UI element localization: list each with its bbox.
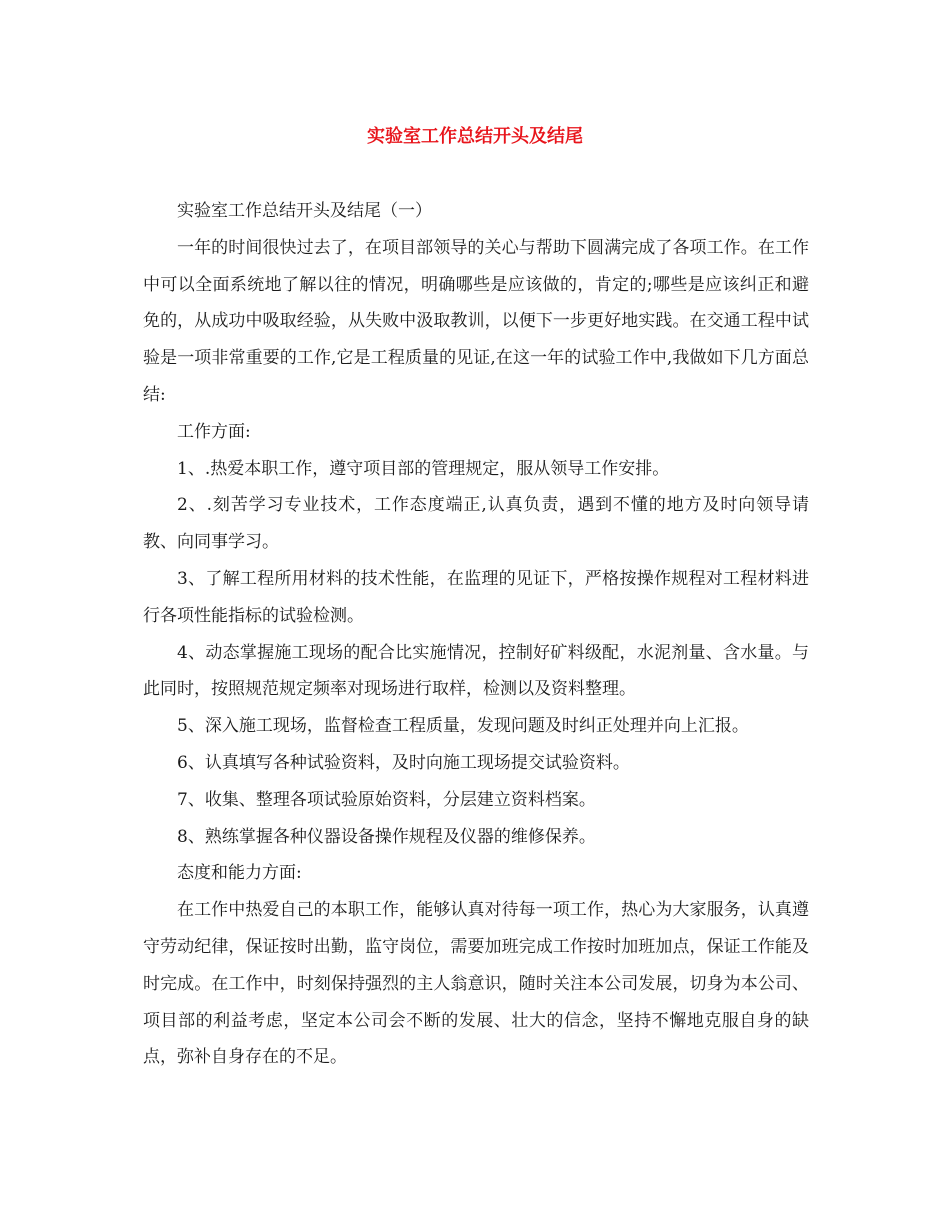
list-item: 1、.热爱本职工作，遵守项目部的管理规定，服从领导工作安排。 — [177, 458, 670, 479]
list-item: 4、动态掌握施工现场的配合比实施情况，控制好矿料级配，水泥剂量、含水量。与此同时，按照规范规定频率对现场进行取样，检测以及资料整理。 — [143, 642, 809, 700]
document-body — [143, 193, 809, 1076]
document-title: 实验室工作总结开头及结尾 — [367, 126, 583, 147]
attitude-heading: 态度和能力方面: — [177, 863, 302, 884]
list-item: 7、收集、整理各项试验原始资料，分层建立资料档案。 — [177, 789, 596, 810]
intro-paragraph: 一年的时间很快过去了，在项目部领导的关心与帮助下圆满完成了各项工作。在工作中可以全面系统地了解以往的情况，明确哪些是应该做的，肯定的;哪些是应该纠正和避免的，从成功中吸取经验，从失败中汲取教训，以便下一步更好地实践。在交通工程中试验是一项非常重要的工作,它是工程质量的见证,在这一年的试验工作中,我做如下几方面总结: — [143, 237, 809, 405]
list-item: 5、深入施工现场，监督检查工程质量，发现问题及时纠正处理并向上汇报。 — [177, 716, 749, 737]
list-item: 8、熟练掌握各种仪器设备操作规程及仪器的维修保养。 — [177, 826, 596, 847]
list-item: 6、认真填写各种试验资料，及时向施工现场提交试验资料。 — [177, 752, 630, 773]
attitude-paragraph: 在工作中热爱自己的本职工作，能够认真对待每一项工作，热心为大家服务，认真遵守劳动纪律，保证按时出勤，监守岗位，需要加班完成工作按时加班加点，保证工作能及时完成。在工作中，时刻保持强烈的主人翁意识，随时关注本公司发展，切身为本公司、项目部的利益考虑，坚定本公司会不断的发展、壮大的信念，坚持不懈地克服自身的缺点，弥补自身存在的不足。 — [143, 900, 809, 1068]
list-item: 2、.刻苦学习专业技术，工作态度端正,认真负责，遇到不懂的地方及时向领导请教、向同事学习。 — [143, 495, 809, 553]
work-aspect-heading: 工作方面: — [177, 421, 251, 442]
list-item: 3、了解工程所用材料的技术性能，在监理的见证下，严格按操作规程对工程材料进行各项性能指标的试验检测。 — [143, 568, 809, 626]
section-heading: 实验室工作总结开头及结尾（一） — [177, 201, 432, 221]
